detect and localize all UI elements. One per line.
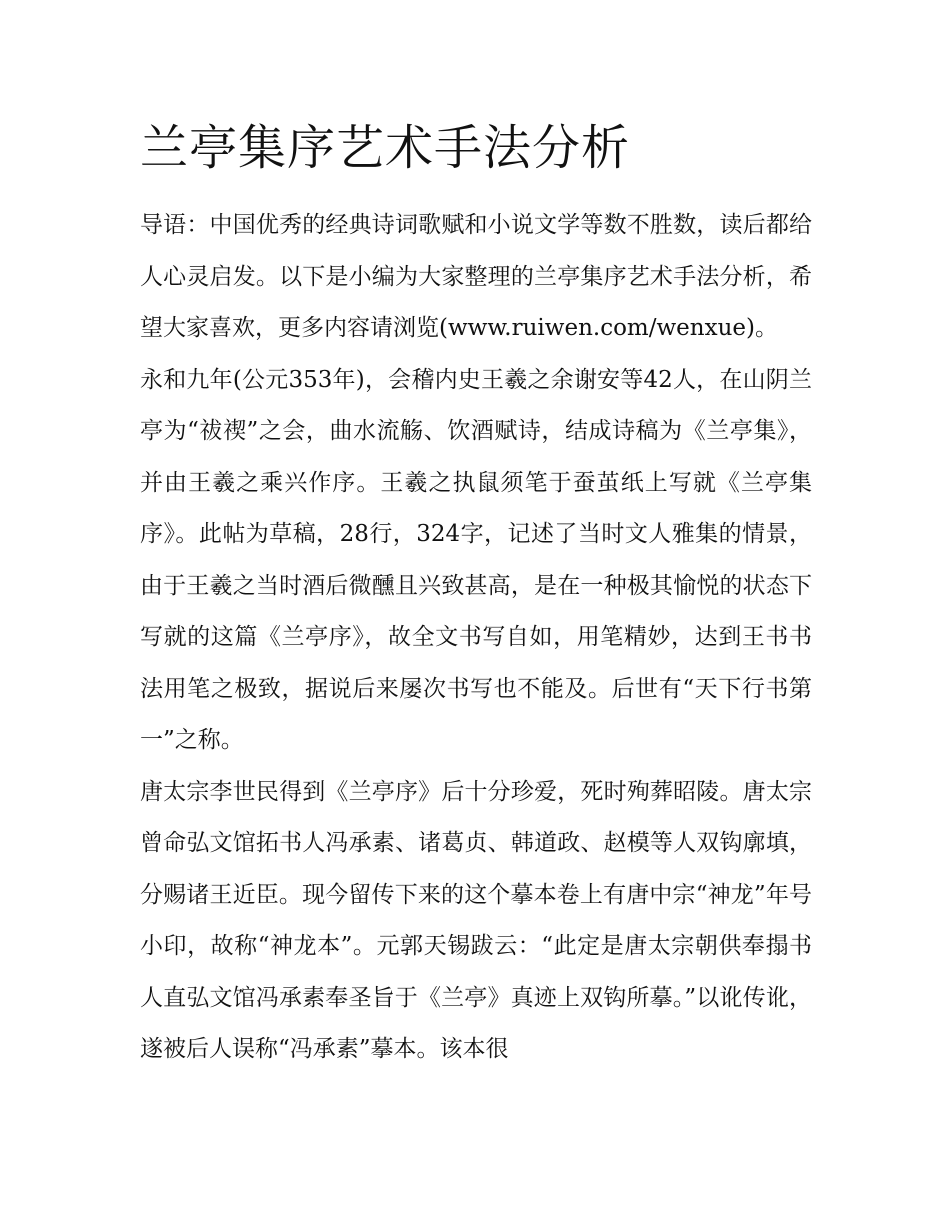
page-title: 兰亭集序艺术手法分析 xyxy=(140,120,631,176)
intro-paragraph: 导语：中国优秀的经典诗词歌赋和小说文学等数不胜数，读后都给人心灵启发。以下是小编为大家整理的兰亭集序艺术手法分析，希望大家喜欢，更多内容请浏览(www.ruiwen.com/wenxue)。 xyxy=(140,212,812,341)
document-body xyxy=(140,112,812,1076)
history-paragraph: 永和九年(公元353年)，会稽内史王羲之余谢安等42人，在山阴兰亭为“祓禊”之会，曲水流觞、饮酒赋诗，结成诗稿为《兰亭集》，并由王羲之乘兴作序。王羲之执鼠须笔于蚕茧纸上写就《兰亭集序》。此帖为草稿，28行，324字，记述了当时文人雅集的情景，由于王羲之当时酒后微醺且兴致甚高，是在一种极其愉悦的状态下写就的这篇《兰亭序》，故全文书写自如，用笔精妙，达到王书书法用笔之极致，据说后来屡次书写也不能及。后世有“天下行书第一”之称。 xyxy=(140,366,812,753)
tang-dynasty-paragraph: 唐太宗李世民得到《兰亭序》后十分珍爱，死时殉葬昭陵。唐太宗曾命弘文馆拓书人冯承素、诸葛贞、韩道政、赵模等人双钩廓填，分赐诸王近臣。现今留传下来的这个摹本卷上有唐中宗“神龙”年号小印，故称“神龙本”。元郭天锡跋云：“此定是唐太宗朝供奉搨书人直弘文馆冯承素奉圣旨于《兰亭》真迹上双钩所摹。”以讹传讹，遂被后人误称“冯承素”摹本。该本很 xyxy=(140,778,812,1062)
